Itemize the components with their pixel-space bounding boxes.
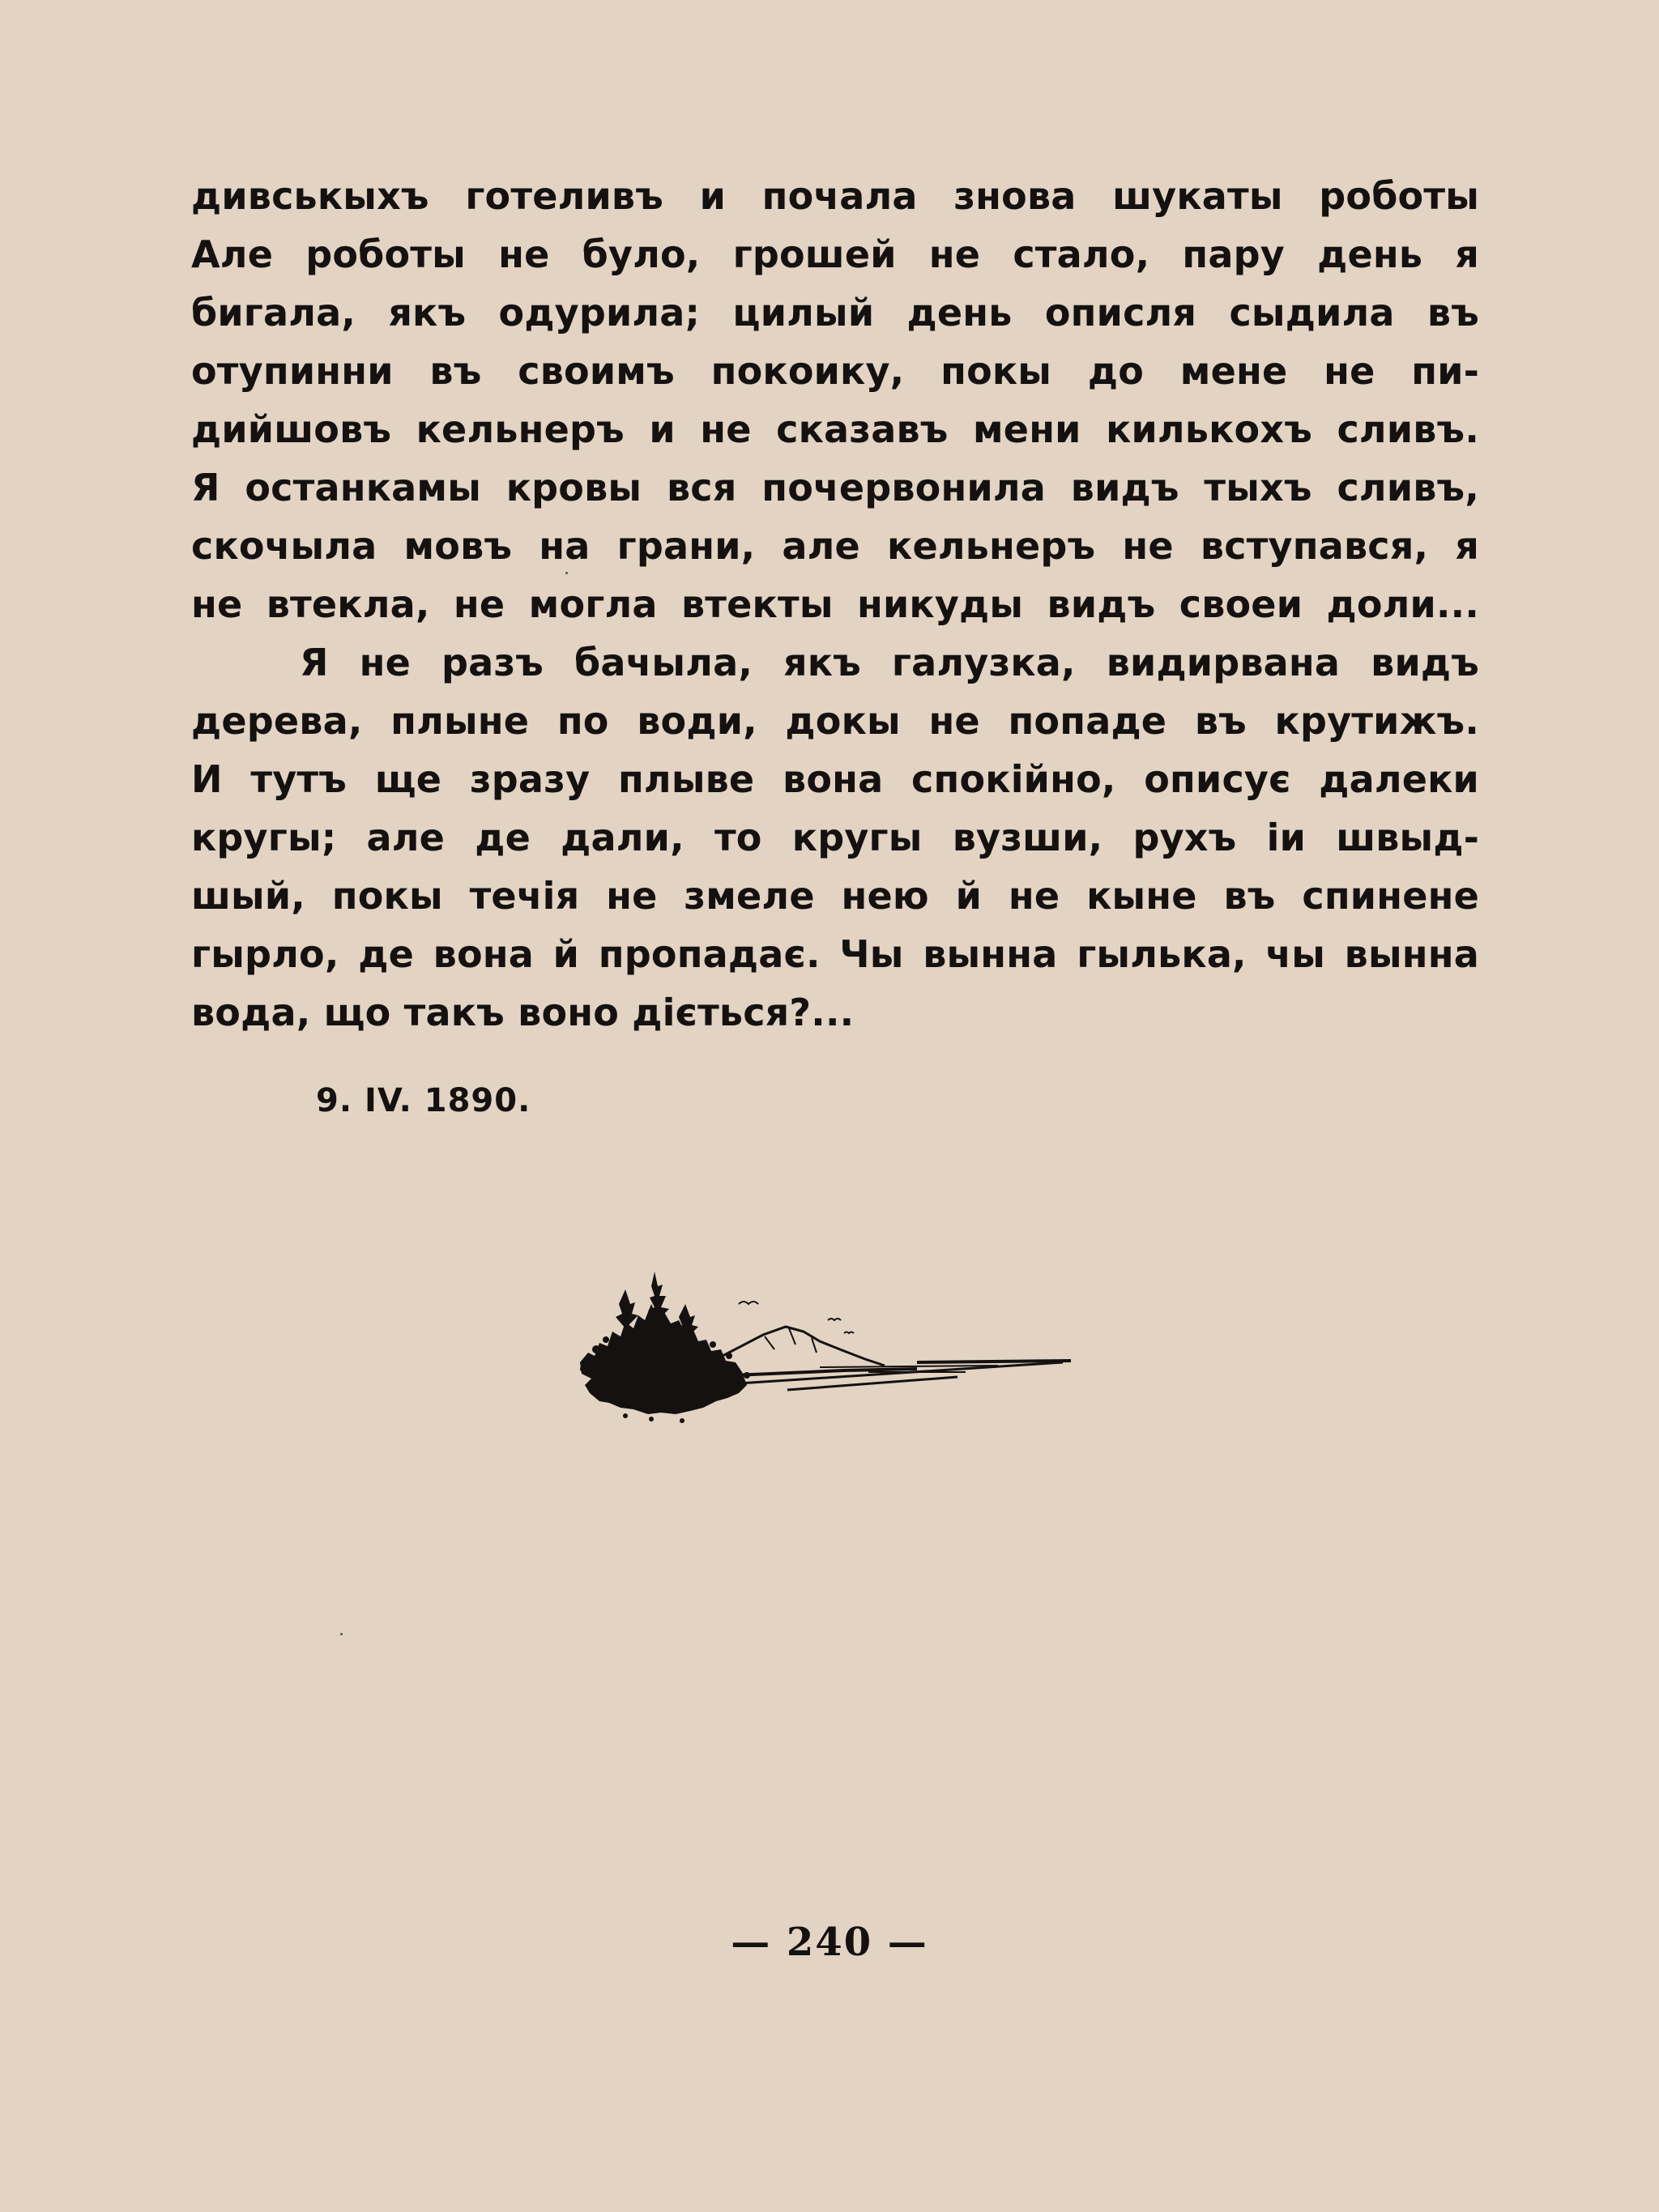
text-line-paragraph-start: Я не разъ бачыла, якъ галузка, видирвана видъ — [300, 641, 1479, 684]
text-line: отупинни въ своимъ покоику, покы до мене не пи- — [191, 349, 1479, 393]
text-line-last: вода, що такъ воно діється?... — [191, 991, 855, 1034]
text-line: дерева, плыне по води, докы не попаде въ крутижъ. — [191, 699, 1479, 743]
text-line: Я останкамы кровы вся почервонила видъ тыхъ сливъ, — [191, 466, 1479, 509]
page-number: — 240 — — [731, 1920, 928, 1965]
landscape-vignette-illustration — [577, 1272, 1076, 1434]
text-line: Але роботы не було, грошей не стало, пару день я — [191, 232, 1479, 276]
text-line: скочыла мовъ на грани, але кельнеръ не вступався, я — [191, 524, 1479, 568]
text-line: бигала, якъ одурила; цилый день описля сыдила въ — [191, 291, 1479, 335]
body-text — [191, 167, 1479, 1042]
paper-speck — [565, 572, 568, 574]
paper-speck — [340, 1633, 343, 1635]
text-line: дивськыхъ готеливъ и почала знова шукаты роботы — [191, 174, 1479, 218]
text-line: дийшовъ кельнеръ и не сказавъ мени килькохъ сливъ. — [191, 407, 1479, 451]
text-line: кругы; але де дали, то кругы вузши, рухъ іи швыд- — [191, 816, 1479, 859]
date-line: 9. IV. 1890. — [316, 1082, 531, 1119]
text-line: гырло, де вона й пропадає. Чы вынна гылька, чы вынна — [191, 932, 1479, 976]
text-line: И тутъ ще зразу плыве вона спокійно, описує далеки — [191, 757, 1479, 801]
text-line: не втекла, не могла втекты никуды видъ своеи доли... — [191, 582, 1479, 626]
text-line: шый, покы течія не змеле нею й не кыне въ спинене — [191, 874, 1479, 918]
